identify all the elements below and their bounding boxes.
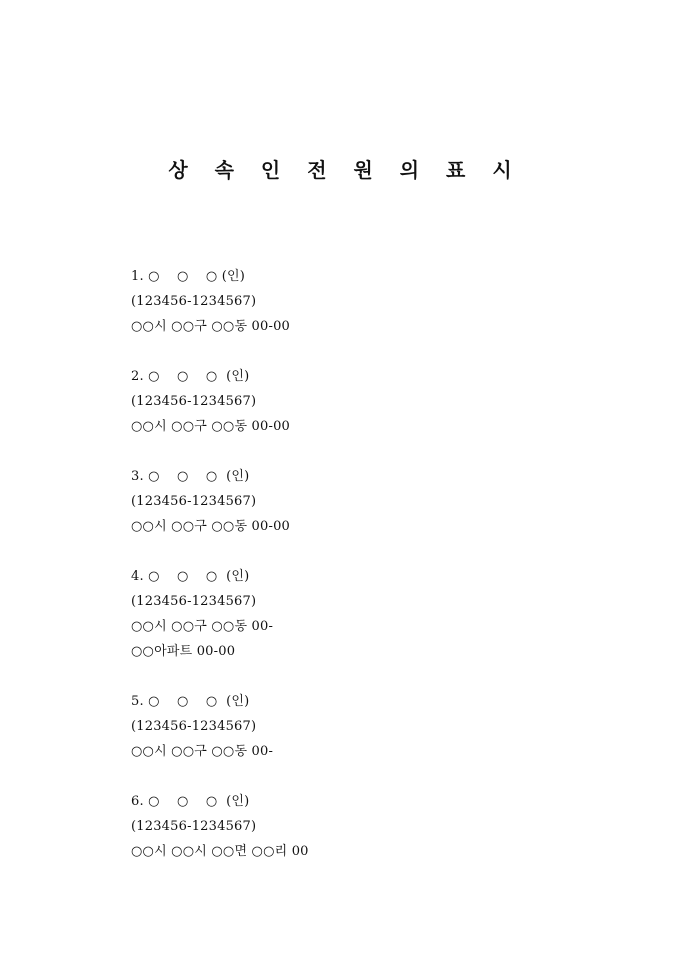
document-title: 상 속 인 전 원 의 표 시 — [168, 158, 522, 182]
heir-address-line: ○○시 ○○구 ○○동 00-00 — [131, 519, 291, 534]
heir-address-line: ○○시 ○○구 ○○동 00-00 — [131, 419, 291, 434]
heir-entry-4 — [131, 564, 651, 664]
heir-address-line: ○○시 ○○구 ○○동 00-00 — [131, 319, 291, 334]
heir-name-line: 6. ○ ○ ○ (인) — [131, 794, 250, 809]
heir-address-line: ○○시 ○○구 ○○동 00- — [131, 744, 274, 759]
heir-name-line: 2. ○ ○ ○ (인) — [131, 369, 250, 384]
heir-id-number: (123456-1234567) — [131, 719, 257, 734]
heir-entry-6 — [131, 789, 651, 864]
heir-entry-3 — [131, 464, 651, 539]
heir-id-number: (123456-1234567) — [131, 294, 257, 309]
heir-name-line: 3. ○ ○ ○ (인) — [131, 469, 250, 484]
heir-id-number: (123456-1234567) — [131, 394, 257, 409]
heir-address-line-continued: ○○아파트 00-00 — [131, 644, 236, 659]
heir-entry-1 — [131, 264, 651, 339]
heir-id-number: (123456-1234567) — [131, 494, 257, 509]
heir-list — [131, 264, 651, 889]
heir-address-line: ○○시 ○○구 ○○동 00- — [131, 619, 274, 634]
heir-id-number: (123456-1234567) — [131, 594, 257, 609]
heir-name-line: 4. ○ ○ ○ (인) — [131, 569, 250, 584]
heir-address-line: ○○시 ○○시 ○○면 ○○리 00 — [131, 844, 309, 859]
heir-entry-5 — [131, 689, 651, 764]
heir-id-number: (123456-1234567) — [131, 819, 257, 834]
heir-entry-2 — [131, 364, 651, 439]
heir-name-line: 5. ○ ○ ○ (인) — [131, 694, 250, 709]
heir-name-line: 1. ○ ○ ○ (인) — [131, 269, 246, 284]
